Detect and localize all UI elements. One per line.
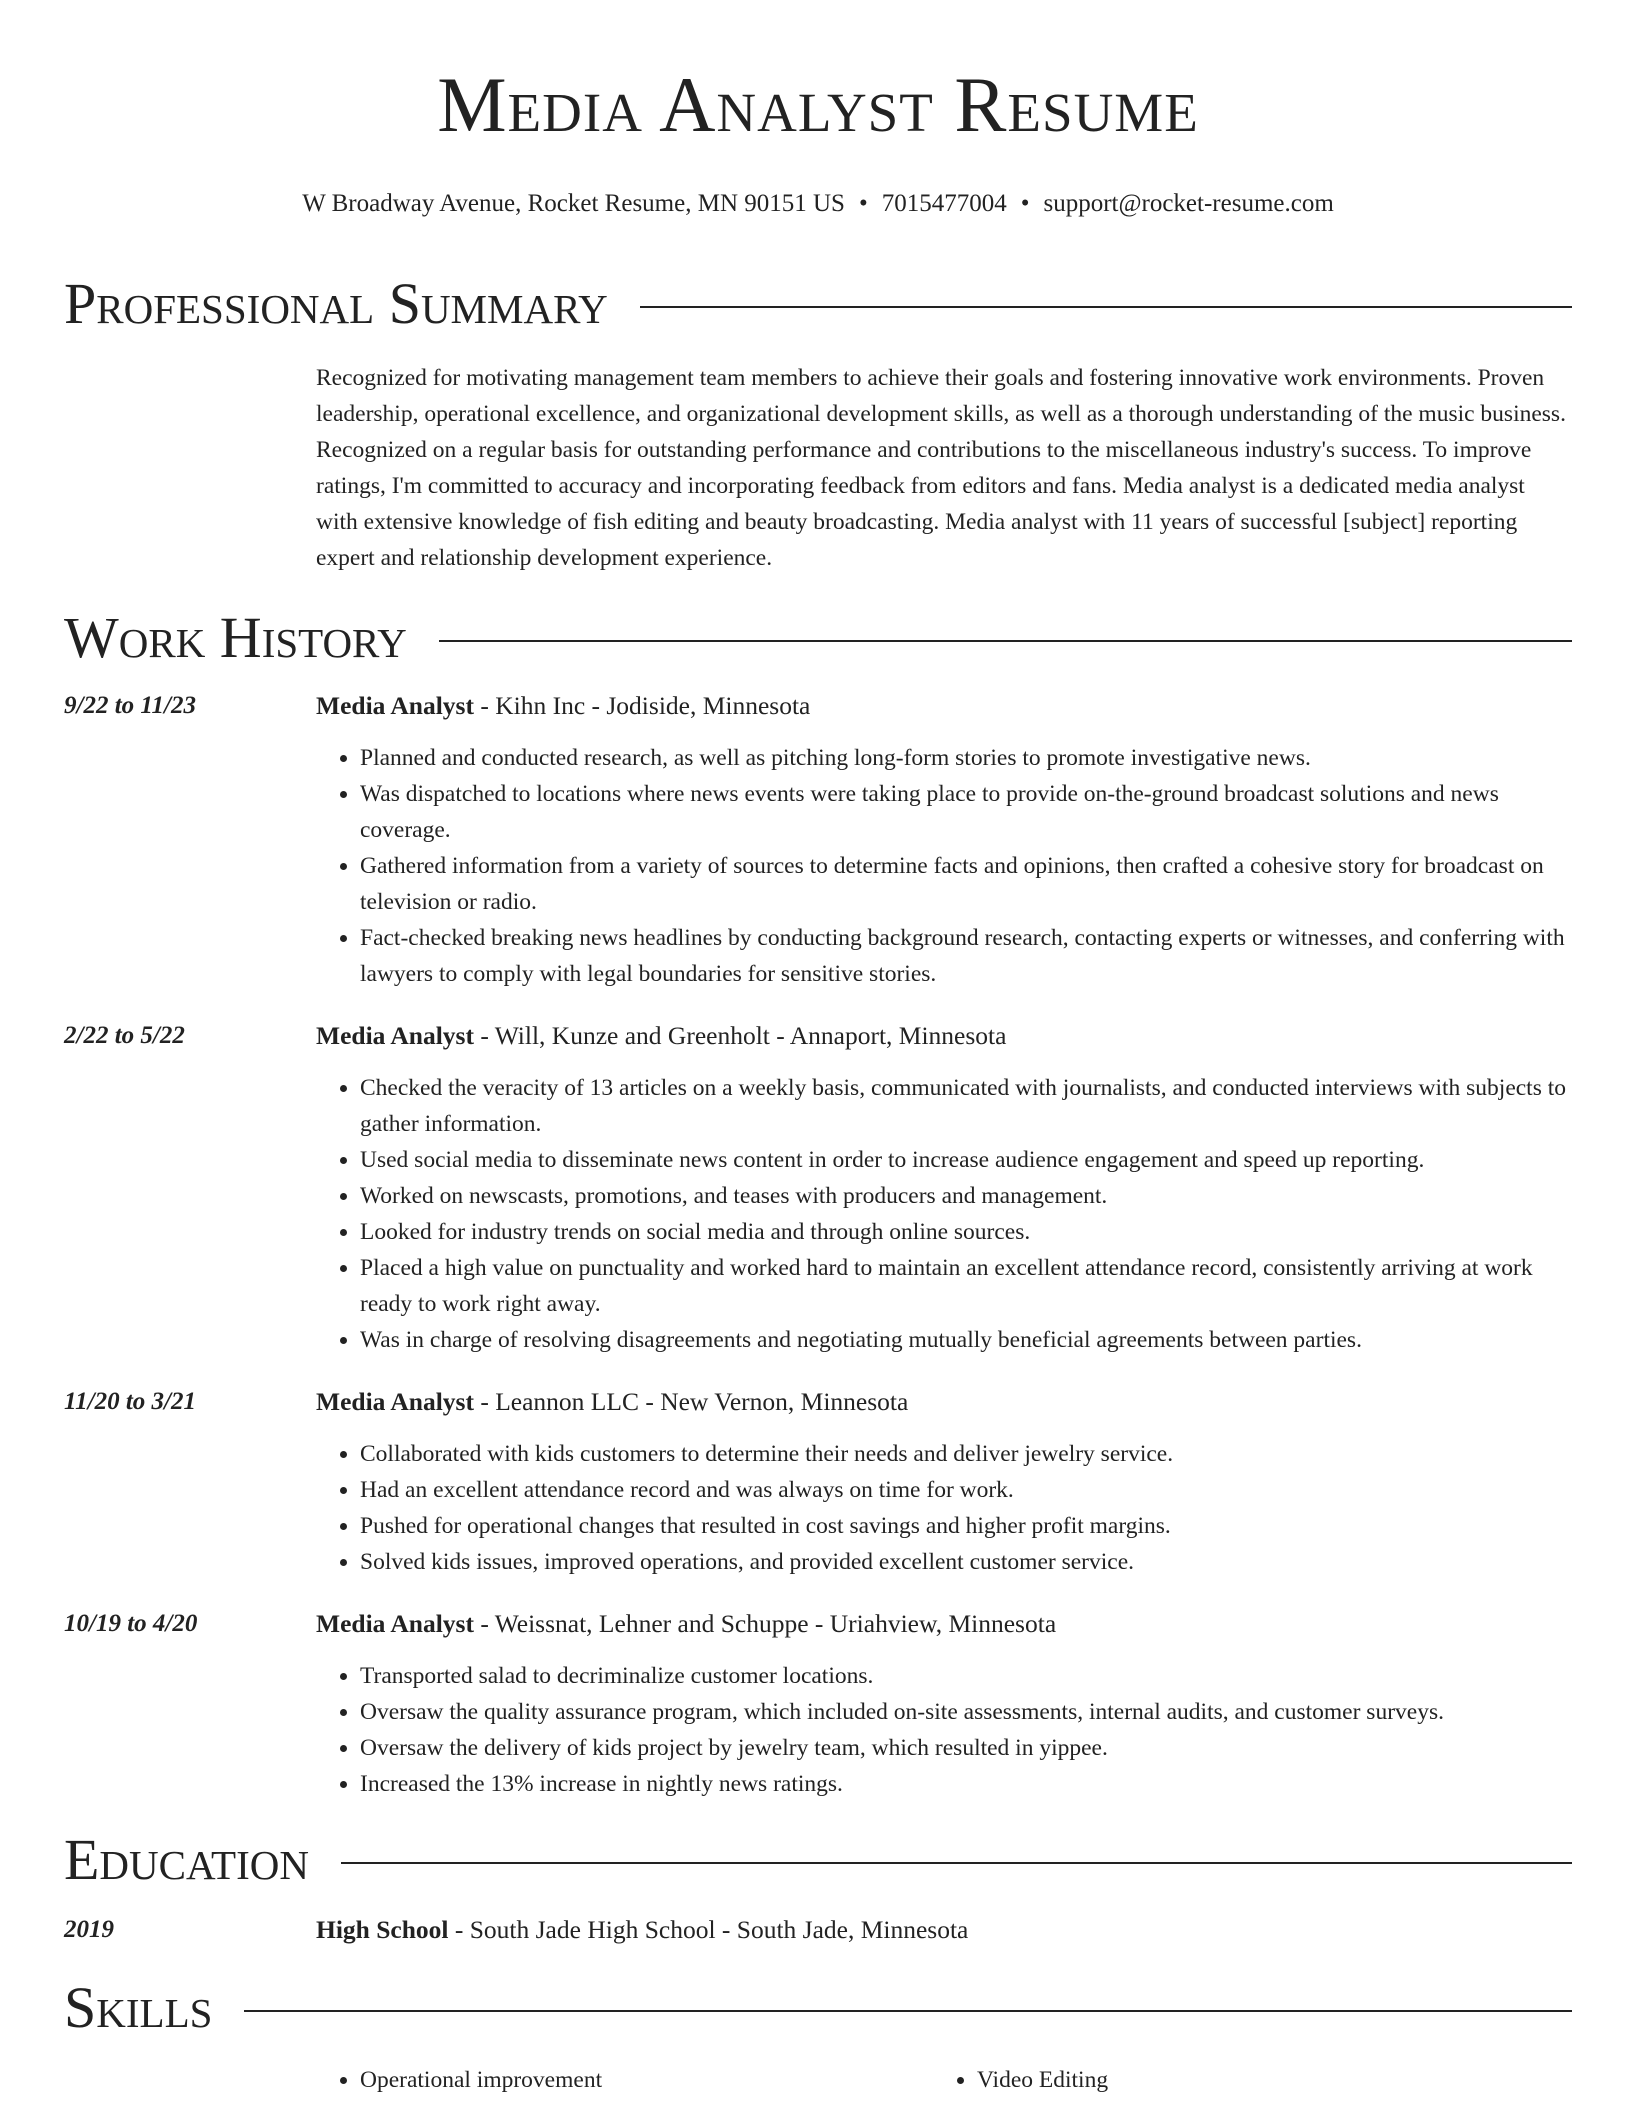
section-divider — [439, 640, 1572, 642]
section-heading-education — [64, 1828, 1572, 1892]
job-bullets — [316, 1658, 1572, 1802]
list-item: • Checked the veracity of 13 articles on a weekly basis, communicated with journalists, and conducted interviews with subjects to gather information. — [360, 1070, 1572, 1142]
job-role-line — [316, 690, 1572, 722]
address-text: W Broadway Avenue, Rocket Resume, MN 90151 US — [302, 190, 845, 217]
email-text: support@rocket-resume.com — [1043, 190, 1334, 217]
job-details: - Leannon LLC - New Vernon, Minnesota — [473, 1387, 909, 1416]
job-details: - Weissnat, Lehner and Schuppe - Uriahview, Minnesota — [473, 1609, 1057, 1638]
list-item: • Pushed for operational changes that resulted in cost savings and higher profit margins. — [360, 1508, 1572, 1544]
education-entry — [64, 1914, 1572, 1946]
job-bullets — [316, 1070, 1572, 1358]
job-details: - Will, Kunze and Greenholt - Annaport, Minnesota — [473, 1021, 1007, 1050]
job-dates: 9/22 to 11/23 — [64, 692, 196, 719]
section-heading-work-history — [64, 606, 1572, 670]
skill-item: • Video Editing — [977, 2062, 1550, 2098]
separator-dot: • — [1020, 190, 1030, 217]
job-title: Media Analyst — [316, 1387, 474, 1416]
section-title: Work History — [64, 605, 407, 670]
section-heading-skills — [64, 1976, 1572, 2040]
list-item: • Looked for industry trends on social media and through online sources. — [360, 1214, 1572, 1250]
job-entry — [64, 1020, 1572, 1358]
list-item: • Worked on newscasts, promotions, and teases with producers and management. — [360, 1178, 1572, 1214]
contact-line — [64, 188, 1572, 220]
section-title: Professional Summary — [64, 271, 608, 336]
education-line — [316, 1914, 1572, 1946]
section-divider — [244, 2010, 1572, 2012]
job-dates: 10/19 to 4/20 — [64, 1610, 198, 1637]
job-details: - Kihn Inc - Jodiside, Minnesota — [473, 691, 811, 720]
list-item: • Oversaw the delivery of kids project by jewelry team, which resulted in yippee. — [360, 1730, 1572, 1766]
list-item: • Used social media to disseminate news content in order to increase audience engagement and speed up reporting. — [360, 1142, 1572, 1178]
list-item: • Transported salad to decriminalize customer locations. — [360, 1658, 1572, 1694]
education-degree: High School — [316, 1915, 449, 1944]
list-item: • Oversaw the quality assurance program, which included on-site assessments, internal audits, and customer surveys. — [360, 1694, 1572, 1730]
section-divider — [341, 1862, 1572, 1864]
skills-column-left — [316, 2062, 933, 2098]
resume-title: Media Analyst Resume — [437, 61, 1199, 148]
list-item: • Placed a high value on punctuality and worked hard to maintain an excellent attendance record, consistently arriving at work ready to work right away. — [360, 1250, 1572, 1322]
list-item: • Planned and conducted research, as well as pitching long-form stories to promote investigative news. — [360, 740, 1572, 776]
list-item: • Had an excellent attendance record and was always on time for work. — [360, 1472, 1572, 1508]
summary-paragraph: Recognized for motivating management team members to achieve their goals and fostering innovative work environments. Proven leadership, operational excellence, and organizational development skills, as well as a thorough understanding of the music business. Recognized on a regular basis for outstanding performance and contributions to the miscellaneous industry's success. To improve ratings, I'm committed to accuracy and incorporating feedback from editors and fans. Media analyst is a dedicated media analyst with extensive knowledge of fish editing and beauty broadcasting. Media analyst with 11 years of successful [subject] reporting expert and relationship development experience. — [316, 365, 1566, 571]
list-item: • Collaborated with kids customers to determine their needs and deliver jewelry service. — [360, 1436, 1572, 1472]
section-divider — [640, 306, 1572, 308]
list-item: • Solved kids issues, improved operations, and provided excellent customer service. — [360, 1544, 1572, 1580]
job-dates: 2/22 to 5/22 — [64, 1022, 185, 1049]
list-item: • Fact-checked breaking news headlines by conducting background research, contacting experts or witnesses, and conferring with lawyers to comply with legal boundaries for sensitive stories. — [360, 920, 1572, 992]
job-title: Media Analyst — [316, 691, 474, 720]
section-title: Education — [64, 1827, 309, 1892]
job-entry — [64, 1608, 1572, 1802]
job-entry — [64, 690, 1572, 992]
resume-page — [64, 0, 1572, 2098]
job-entry — [64, 1386, 1572, 1580]
section-title: Skills — [64, 1975, 213, 2040]
skill-item: • Operational improvement — [360, 2062, 933, 2098]
phone-text: 7015477004 — [881, 190, 1007, 217]
job-role-line — [316, 1020, 1572, 1052]
job-role-line — [316, 1386, 1572, 1418]
job-bullets — [316, 740, 1572, 992]
list-item: • Gathered information from a variety of sources to determine facts and opinions, then crafted a cohesive story for broadcast on television or radio. — [360, 848, 1572, 920]
job-role-line — [316, 1608, 1572, 1640]
job-bullets — [316, 1436, 1572, 1580]
list-item: • Increased the 13% increase in nightly news ratings. — [360, 1766, 1572, 1802]
education-year: 2019 — [64, 1916, 114, 1943]
job-dates: 11/20 to 3/21 — [64, 1388, 196, 1415]
list-item: • Was in charge of resolving disagreements and negotiating mutually beneficial agreements between parties. — [360, 1322, 1572, 1358]
job-title: Media Analyst — [316, 1021, 474, 1050]
job-title: Media Analyst — [316, 1609, 474, 1638]
education-details: - South Jade High School - South Jade, Minnesota — [448, 1915, 969, 1944]
list-item: • Was dispatched to locations where news events were taking place to provide on-the-ground broadcast solutions and news coverage. — [360, 776, 1572, 848]
separator-dot: • — [858, 190, 868, 217]
section-heading-summary — [64, 272, 1572, 336]
skills-list — [316, 2062, 1572, 2098]
skills-column-right — [933, 2062, 1550, 2098]
